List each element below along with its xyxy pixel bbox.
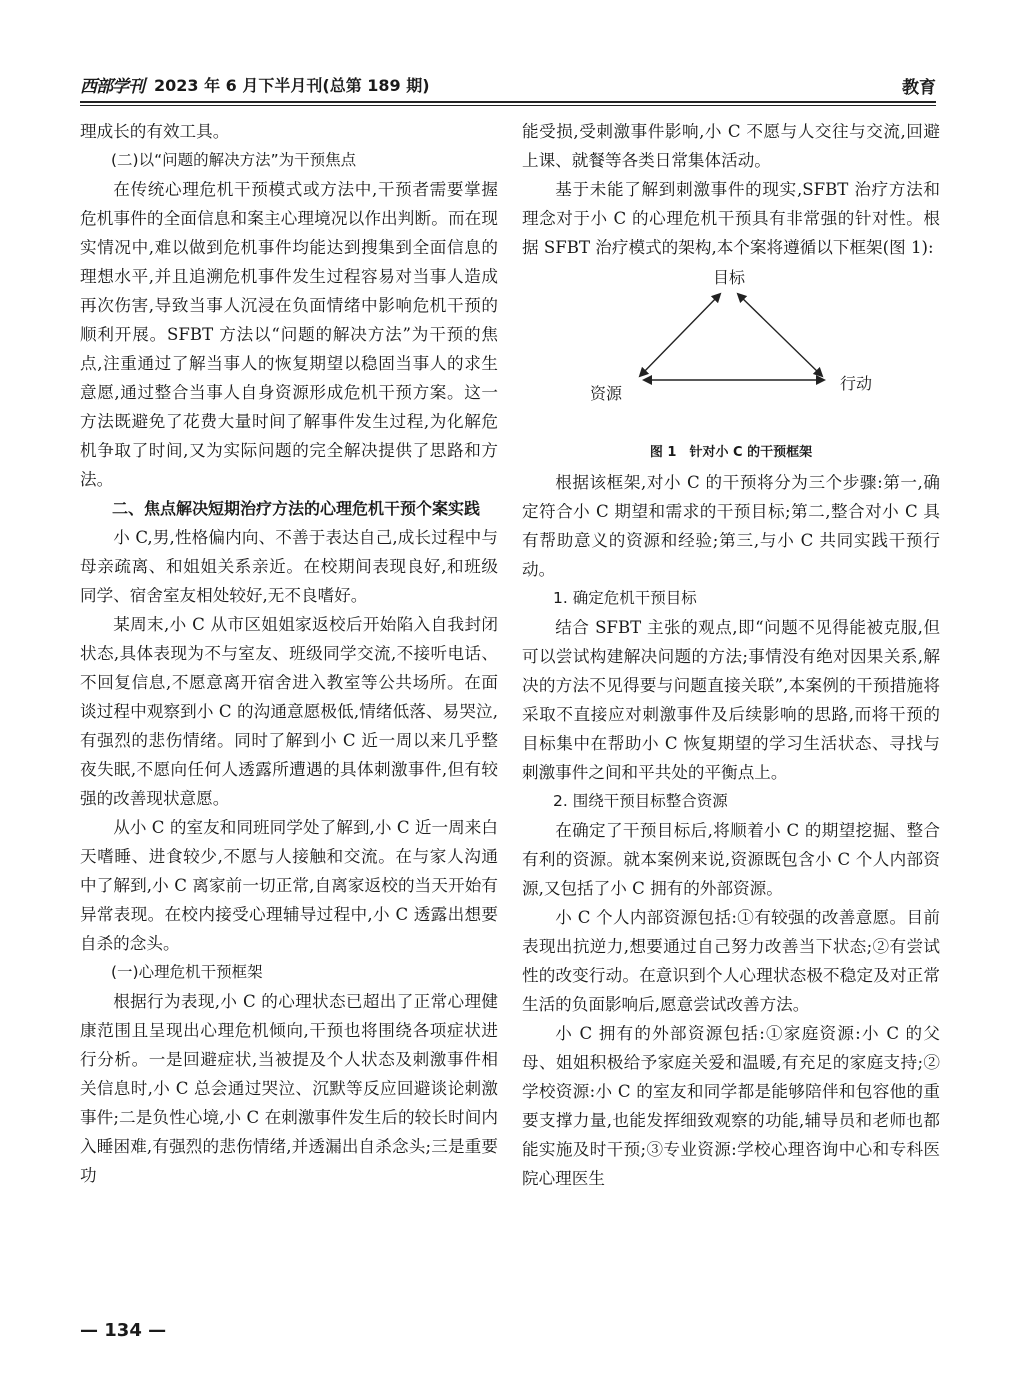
page-number: — 134 — (80, 1320, 167, 1341)
section-label: 教育 (902, 78, 936, 98)
paragraph: 从小 C 的室友和同班同学处了解到,小 C 近一周来白天嗜睡、进食较少,不愿与人接触和交流。在与家人沟通中了解到,小 C 离家前一切正常,自离家返校的当天开始有异常表现。在校内接受心理辅导过程中,小 C 透露出想要自杀的念头。 (80, 818, 498, 953)
figure-1 (522, 264, 940, 442)
header-rule-thin (80, 105, 936, 106)
section-heading: 二、焦点解决短期治疗方法的心理危机干预个案实践 (112, 499, 481, 518)
paragraph: 小 C,男,性格偏内向、不善于表达自己,成长过程中与母亲疏离、和姐姐关系亲近。在校期间表现良好,和班级同学、宿舍室友相处较好,无不良嗜好。 (80, 528, 498, 605)
right-column-bottom (522, 468, 940, 1193)
right-column (522, 117, 940, 1193)
paragraph: 某周末,小 C 从市区姐姐家返校后开始陷入自我封闭状态,具体表现为不与室友、班级同学交流,不接听电话、不回复信息,不愿意离开宿舍进入教室等公共场所。在面谈过程中观察到小 C 的沟通意愿极低,情绪低落、易哭泣,有强烈的悲伤情绪。同时了解到小 C 近一周以来几乎整夜失眠,不愿向任何人透露所遭遇的具体刺激事件,但有较强的改善现状意愿。 (80, 615, 498, 808)
paragraph: 基于未能了解到刺激事件的现实,SFBT 治疗方法和理念对于小 C 的心理危机干预具有非常强的针对性。根据 SFBT 治疗模式的架构,本个案将遵循以下框架(图 1): (522, 180, 940, 257)
sub-heading: 2. 围绕干预目标整合资源 (553, 792, 728, 810)
left-column (80, 117, 498, 1190)
paragraph: 小 C 拥有的外部资源包括:①家庭资源:小 C 的父母、姐姐积极给予家庭关爱和温暖,有充足的家庭支持;②学校资源:小 C 的室友和同学都是能够陪伴和包容他的重要支撑力量,也能发挥细致观察的功能,辅导员和老师也都能实施及时干预;③专业资源:学校心理咨询中心和专科医院心理医生 (522, 1024, 940, 1188)
edge-goal-action (738, 294, 822, 376)
node-resource: 资源 (589, 384, 623, 403)
journal-issue: 2023 年 6 月下半月刊(总第 189 期) (154, 76, 430, 95)
sub-heading: (二)以“问题的解决方法”为干预焦点 (111, 151, 357, 169)
paragraph: 小 C 个人内部资源包括:①有较强的改善意愿。目前表现出抗逆力,想要通过自己努力改善当下状态;②有尝试性的改变行动。在意识到个人心理状态极不稳定及对正常生活的负面影响后,愿意尝试改善方法。 (522, 908, 940, 1014)
edge-resource-goal (640, 294, 720, 376)
sub-heading: (一)心理危机干预框架 (111, 963, 263, 981)
node-goal: 目标 (712, 268, 746, 287)
paragraph: 能受损,受刺激事件影响,小 C 不愿与人交往与交流,回避上课、就餐等各类日常集体活动。 (522, 122, 940, 170)
paragraph: 根据该框架,对小 C 的干预将分为三个步骤:第一,确定符合小 C 期望和需求的干预目标;第二,整合对小 C 具有帮助意义的资源和经验;第三,与小 C 共同实践干预行动。 (522, 473, 940, 579)
right-column-top (522, 117, 940, 262)
page-header (80, 72, 936, 100)
figure-caption: 图 1 针对小 C 的干预框架 (649, 445, 813, 460)
header-rule-thick (80, 101, 936, 103)
paragraph: 结合 SFBT 主张的观点,即“问题不见得能被克服,但可以尝试构建解决问题的方法;事情没有绝对因果关系,解决的方法不见得要与问题直接关联”,本案例的干预措施将采取不直接应对刺激事件及后续影响的思路,而将干预的目标集中在帮助小 C 恢复期望的学习生活状态、寻找与刺激事件之间和平共处的平衡点上。 (522, 618, 940, 782)
intervention-framework-diagram (522, 264, 940, 442)
paragraph: 理成长的有效工具。 (80, 122, 230, 141)
journal-logo: 西部学刊 (80, 77, 144, 97)
node-action: 行动 (839, 374, 873, 393)
sub-heading: 1. 确定危机干预目标 (553, 589, 697, 607)
paragraph: 根据行为表现,小 C 的心理状态已超出了正常心理健康范围且呈现出心理危机倾向,干预也将围绕各项症状进行分析。一是回避症状,当被提及个人状态及刺激事件相关信息时,小 C 总会通过哭泣、沉默等反应回避谈论刺激事件;二是负性心境,小 C 在刺激事件发生后的较长时间内入睡困难,有强烈的悲伤情绪,并透漏出自杀念头;三是重要功 (80, 992, 498, 1185)
paragraph: 在确定了干预目标后,将顺着小 C 的期望挖掘、整合有利的资源。就本案例来说,资源既包含小 C 个人内部资源,又包括了小 C 拥有的外部资源。 (522, 821, 940, 898)
paragraph: 在传统心理危机干预模式或方法中,干预者需要掌握危机事件的全面信息和案主心理境况以作出判断。而在现实情况中,难以做到危机事件均能达到搜集到全面信息的理想水平,并且追溯危机事件发生过程容易对当事人造成再次伤害,导致当事人沉浸在负面情绪中影响危机干预的顺利开展。SFBT 方法以“问题的解决方法”为干预的焦点,注重通过了解当事人的恢复期望以稳固当事人的求生意愿,通过整合当事人自身资源形成危机干预方案。这一方法既避免了花费大量时间了解事件发生过程,为化解危机争取了时间,又为实际问题的完全解决提供了思路和方法。 (80, 180, 498, 489)
